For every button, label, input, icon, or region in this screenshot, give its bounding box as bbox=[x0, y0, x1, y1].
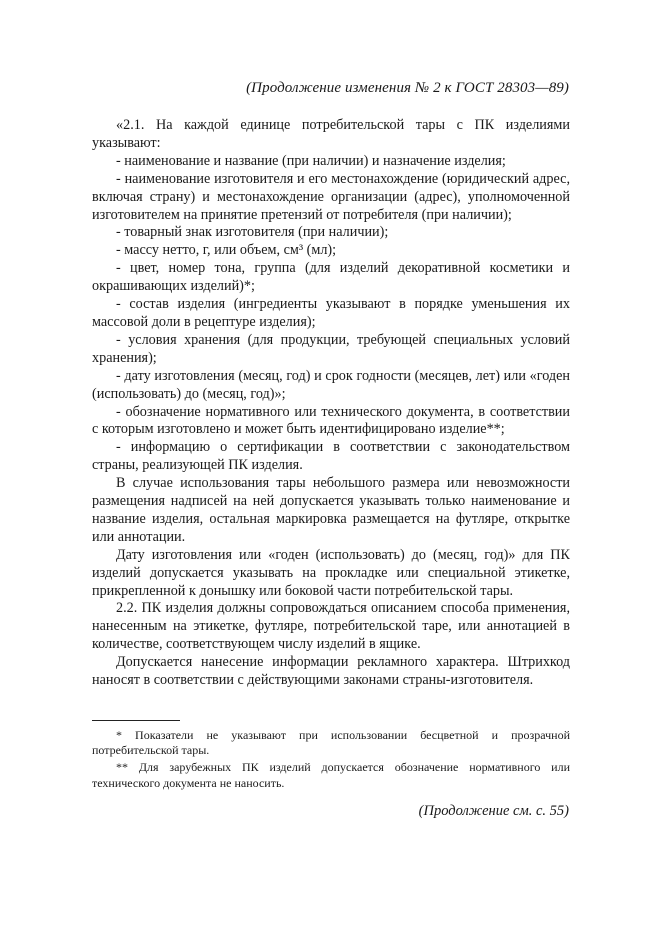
list-item-document: - обозначение нормативного или технического документа, в соответствии с которым изготовлено и может быть идентифицировано изделие**; bbox=[92, 403, 570, 438]
paragraph-small-packaging: В случае использования тары небольшого размера или невозможности размещения надписей на ней допускается указывать только наименование и название изделия, остальная маркировка размещается на футляре, открытке или аннотации. bbox=[92, 475, 570, 545]
list-item-composition: - состав изделия (ингредиенты указывают в порядке уменьшения их массовой доли в рецептуре изделия); bbox=[92, 296, 570, 330]
footnote-2: ** Для зарубежных ПК изделий допускается обозначение нормативного или технического документа не наносить. bbox=[92, 760, 570, 790]
list-item-color: - цвет, номер тона, группа (для изделий декоративной косметики и окрашивающих изделий)*; bbox=[92, 260, 570, 295]
list-item-mass: - массу нетто, г, или объем, см³ (мл); bbox=[116, 242, 337, 259]
list-item-certification: - информацию о сертификации в соответствии с законодательством страны, реализующей ПК изделия. bbox=[92, 439, 570, 474]
footnotes bbox=[92, 728, 570, 793]
list-item-name: - наименование и название (при наличии) и назначение изделия; bbox=[116, 152, 506, 169]
main-text bbox=[92, 117, 570, 690]
list-item-trademark: - товарный знак изготовителя (при наличии); bbox=[116, 224, 389, 241]
page-header: (Продолжение изменения № 2 к ГОСТ 28303—89) bbox=[246, 80, 569, 96]
paragraph-date-placement: Дату изготовления или «годен (использовать) до (месяц, год)» для ПК изделий допускается указывать на прокладке или специальной этикетке, прикрепленной к донышку или боковой части потребительской тары. bbox=[92, 546, 570, 599]
list-item-manufacturer: - наименование изготовителя и его местонахождение (юридический адрес, включая страну) и местонахождение организации (адрес), уполномоченной изготовителем на принятие претензий от потребителя (при наличии); bbox=[92, 170, 570, 223]
paragraph-2-1-intro: «2.1. На каждой единице потребительской тары с ПК изделиями указывают: bbox=[92, 117, 570, 151]
list-item-date: - дату изготовления (месяц, год) и срок годности (месяцев, лет) или «годен (использовать) до (месяц, год)»; bbox=[92, 367, 570, 402]
continuation-note: (Продолжение см. с. 55) bbox=[418, 803, 569, 819]
list-item-storage: - условия хранения (для продукции, требующей специальных условий хранения); bbox=[92, 331, 570, 366]
footnote-1: * Показатели не указывают при использовании бесцветной и прозрачной потребительской тары. bbox=[92, 728, 570, 758]
paragraph-2-2: 2.2. ПК изделия должны сопровождаться описанием способа применения, нанесенным на этикетке, футляре, потребительской таре, или аннотацией в количестве, соответствующем числу изделий в ящике. bbox=[92, 600, 570, 653]
paragraph-advertising: Допускается нанесение информации рекламного характера. Штрихкод наносят в соответствии с действующими законами страны-изготовителя. bbox=[92, 654, 570, 689]
footnote-divider bbox=[92, 720, 180, 721]
